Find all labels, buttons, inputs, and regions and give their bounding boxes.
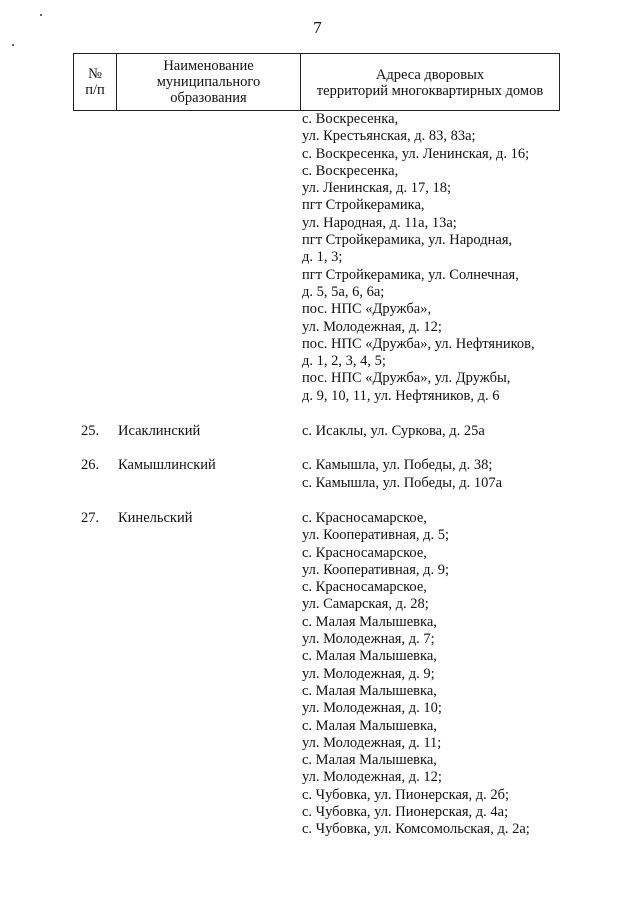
header-number-column [74,54,116,110]
address-list [302,423,635,440]
scan-speck [40,14,42,16]
header-text: № [88,66,102,82]
header-name-column [116,54,300,110]
address-line: ул. Молодежная, д. 12; [302,318,442,335]
table-row [0,457,635,492]
address-line: с. Камышла, ул. Победы, д. 107а [302,474,503,491]
header-text: образования [170,90,247,106]
address-line: ул. Молодежная, д. 7; [302,631,435,648]
address-line: с. Камышла, ул. Победы, д. 38; [302,457,493,474]
address-list [302,510,635,839]
address-line: ул. Крестьянская, д. 83, 83а; [302,128,476,145]
table-body [0,111,635,839]
address-line: ул. Молодежная, д. 11; [302,734,442,751]
address-line: ул. Народная, д. 11а, 13а; [302,214,457,231]
address-line: пос. НПС «Дружба», [302,301,432,318]
scan-speck [12,44,14,46]
row-number: 25. [81,423,100,440]
address-line: с. Малая Малышевка, [302,613,437,630]
address-line: с. Воскресенка, [302,162,399,179]
address-line: с. Красносамарское, [302,509,427,526]
address-line: д. 1, 2, 3, 4, 5; [302,353,386,370]
municipality-name: Камышлинский [118,457,216,474]
address-line: с. Чубовка, ул. Пионерская, д. 2б; [302,786,510,803]
address-line: пгт Стройкерамика, ул. Народная, [302,232,513,249]
address-line: ул. Ленинская, д. 17, 18; [302,180,452,197]
table-row [0,423,635,440]
address-line: ул. Кооперативная, д. 5; [302,527,450,544]
municipality-name: Исаклинский [118,423,201,440]
address-line: ул. Кооперативная, д. 9; [302,561,450,578]
address-line: ул. Молодежная, д. 12; [302,769,442,786]
address-line: пос. НПС «Дружба», ул. Дружбы, [302,370,511,387]
address-line: с. Чубовка, ул. Пионерская, д. 4а; [302,803,509,820]
header-text: Адреса дворовых [375,67,485,83]
address-line: д. 5, 5а, 6, 6а; [302,283,385,300]
address-line: с. Красносамарское, [302,579,427,596]
table-header [73,53,560,111]
address-line: с. Малая Малышевка, [302,648,437,665]
address-line: с. Исаклы, ул. Суркова, д. 25а [302,423,485,440]
address-line: с. Малая Малышевка, [302,682,437,699]
address-line: ул. Самарская, д. 28; [302,596,429,613]
page-number: 7 [313,18,322,37]
address-line: пгт Стройкерамика, ул. Солнечная, [302,266,519,283]
address-line: с. Малая Малышевка, [302,752,437,769]
table-row [0,111,635,405]
row-number: 27. [81,509,100,526]
table-row [0,510,635,839]
address-line: пос. НПС «Дружба», ул. Нефтяников, [302,335,535,352]
address-line: д. 9, 10, 11, ул. Нефтяников, д. 6 [302,387,500,404]
address-line: с. Чубовка, ул. Комсомольская, д. 2а; [302,821,530,838]
address-line: с. Воскресенка, [302,111,399,127]
header-text: Наименование [163,58,254,74]
header-text: муниципального [156,74,261,90]
address-line: пгт Стройкерамика, [302,197,425,214]
address-line: с. Воскресенка, ул. Ленинская, д. 16; [302,145,530,162]
address-list [302,111,635,405]
header-text: п/п [85,82,105,98]
address-line: с. Красносамарское, [302,544,427,561]
address-line: ул. Молодежная, д. 10; [302,700,442,717]
address-list [302,457,635,492]
row-number: 26. [81,457,100,474]
address-line: д. 1, 3; [302,249,343,266]
address-line: ул. Молодежная, д. 9; [302,665,435,682]
header-address-column [300,54,559,110]
address-line: с. Малая Малышевка, [302,717,437,734]
header-text: территорий многоквартирных домов [316,83,544,99]
municipality-name: Кинельский [118,509,193,526]
